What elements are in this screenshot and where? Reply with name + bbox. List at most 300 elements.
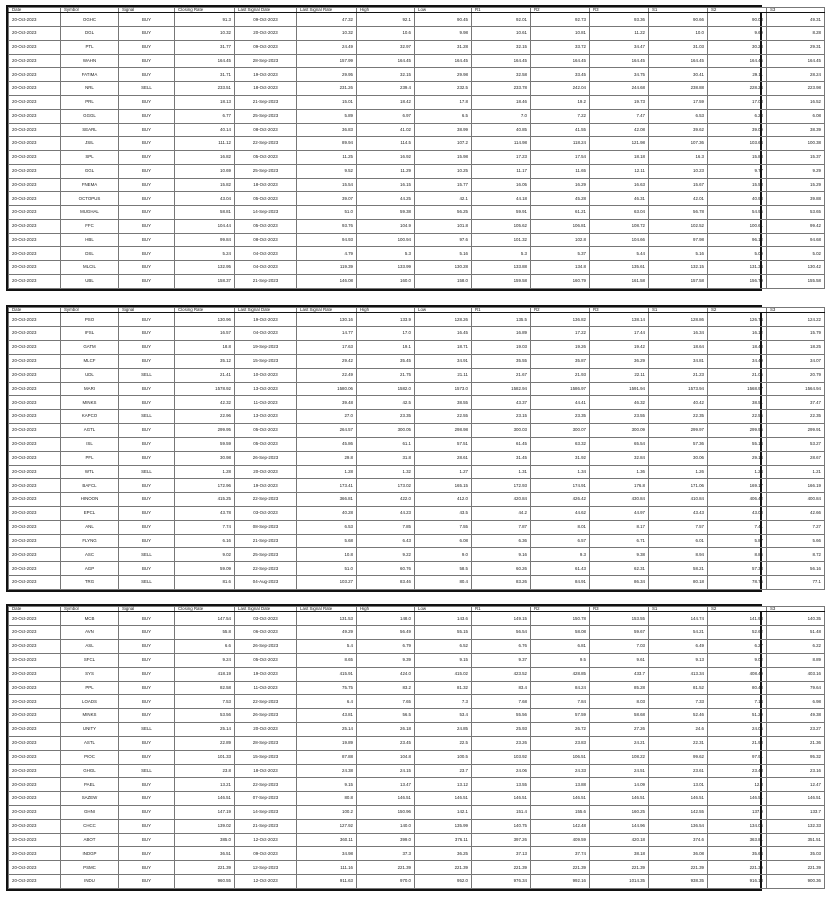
cell-signal: BUY [119,681,175,695]
cell-high: 19.1 [357,341,415,355]
cell-date: 20-Oct-2023 [9,479,61,493]
cell-date: 20-Oct-2023 [9,562,61,576]
cell-s2: 17.08 [708,96,767,110]
cell-r1: 159.58 [472,274,531,288]
column-header-symbol: Symbol [61,308,119,313]
cell-last-signal-date: 25-Sep-2023 [235,109,297,123]
cell-s3: 56.16 [767,562,825,576]
cell-r1: 16.05 [472,178,531,192]
cell-r1: 105.62 [472,219,531,233]
table-row [9,123,825,137]
table-row [9,109,825,123]
cell-signal: BUY [119,861,175,875]
cell-signal: BUY [119,54,175,68]
cell-s3: 39.88 [767,192,825,206]
cell-last-signal-rate: 157.99 [297,54,357,68]
cell-closing-rate: 31.77 [175,40,235,54]
cell-signal: SELL [119,410,175,424]
cell-low: 100.5 [415,750,472,764]
cell-low: 34.91 [415,354,472,368]
cell-s1: 23.61 [649,764,708,778]
cell-closing-rate: 104.44 [175,219,235,233]
cell-s1: 132.15 [649,261,708,275]
table-row [9,507,825,521]
cell-closing-rate: 25.14 [175,723,235,737]
cell-signal: BUY [119,13,175,27]
cell-closing-rate: 23.8 [175,764,235,778]
cell-low: 164.45 [415,54,472,68]
cell-s1: 146.51 [649,792,708,806]
cell-closing-rate: 55.8 [175,626,235,640]
cell-closing-rate: 91.3 [175,13,235,27]
cell-last-signal-rate: 17.63 [297,341,357,355]
cell-last-signal-date: 04-Aug-2023 [235,576,297,590]
cell-signal: BUY [119,736,175,750]
cell-last-signal-rate: 1.28 [297,465,357,479]
cell-closing-rate: 21.41 [175,368,235,382]
cell-signal: BUY [119,382,175,396]
cell-last-signal-date: 20-Oct-2023 [235,465,297,479]
cell-low: 90.45 [415,13,472,27]
signals-table [8,7,825,289]
cell-low: 221.39 [415,861,472,875]
column-header-s3: S3 [767,308,825,313]
table-row [9,723,825,737]
cell-date: 20-Oct-2023 [9,465,61,479]
cell-s2: 141.98 [708,612,767,626]
cell-last-signal-date: 09-Oct-2023 [235,847,297,861]
cell-s2: 169.17 [708,479,767,493]
cell-symbol: OGHC [61,13,119,27]
cell-signal: BUY [119,137,175,151]
cell-r1: 1.31 [472,465,531,479]
cell-symbol: MUGHAL [61,206,119,220]
cell-last-signal-date: 18-Oct-2023 [235,82,297,96]
cell-symbol: UDL [61,368,119,382]
cell-high: 100.94 [357,233,415,247]
cell-symbol: NRL [61,82,119,96]
table-row [9,806,825,820]
cell-date: 20-Oct-2023 [9,612,61,626]
cell-s3: 23.16 [767,764,825,778]
cell-s2: 15.88 [708,151,767,165]
cell-s1: 81.52 [649,681,708,695]
cell-s2: 39.09 [708,123,767,137]
cell-symbol: PIOC [61,750,119,764]
cell-symbol: MARI [61,382,119,396]
column-header-r2: R2 [531,8,590,13]
column-header-r1: R1 [472,607,531,612]
cell-s1: 171.06 [649,479,708,493]
cell-r3: 160.25 [590,806,649,820]
cell-signal: SELL [119,576,175,590]
cell-symbol: SEARL [61,123,119,137]
cell-high: 150.96 [357,806,415,820]
cell-symbol: PFL [61,451,119,465]
cell-r2: 146.51 [531,792,590,806]
cell-r3: 27.26 [590,723,649,737]
cell-r2: 84.91 [531,576,590,590]
cell-s3: 99.42 [767,219,825,233]
cell-high: 146.51 [357,792,415,806]
cell-s3: 20.79 [767,368,825,382]
cell-last-signal-date: 05-Oct-2023 [235,151,297,165]
cell-s3: 7.27 [767,520,825,534]
cell-high: 23.45 [357,736,415,750]
cell-r3: 108.22 [590,750,649,764]
cell-s1: 157.58 [649,274,708,288]
cell-closing-rate: 10.32 [175,27,235,41]
cell-symbol: MLCF [61,354,119,368]
cell-r1: 149.15 [472,612,531,626]
cell-high: 13.47 [357,778,415,792]
cell-signal: BUY [119,341,175,355]
cell-low: 415.02 [415,667,472,681]
cell-last-signal-date: 14-Sep-2023 [235,806,297,820]
cell-date: 20-Oct-2023 [9,313,61,327]
table-row [9,206,825,220]
cell-s2: 57.33 [708,562,767,576]
cell-signal: BUY [119,833,175,847]
cell-r1: 135.5 [472,313,531,327]
cell-r3: 144.96 [590,819,649,833]
cell-r2: 19.26 [531,341,590,355]
cell-closing-rate: 22.96 [175,410,235,424]
cell-s2: 35.64 [708,847,767,861]
cell-last-signal-date: 05-Oct-2023 [235,653,297,667]
cell-signal: BUY [119,819,175,833]
column-header-r3: R3 [590,8,649,13]
cell-r3: 93.36 [590,13,649,27]
cell-low: 38.99 [415,123,472,137]
cell-s2: 23.43 [708,764,767,778]
cell-last-signal-rate: 94.93 [297,233,357,247]
cell-signal: BUY [119,562,175,576]
cell-signal: BUY [119,875,175,889]
cell-s1: 90.66 [649,13,708,27]
cell-r2: 5.37 [531,247,590,261]
column-header-date: Date [9,8,61,13]
cell-r1: 32.58 [472,68,531,82]
cell-symbol: IFSL [61,327,119,341]
cell-r3: 7.47 [590,109,649,123]
cell-high: 9.22 [357,548,415,562]
cell-signal: BUY [119,778,175,792]
cell-symbol: GGGL [61,109,119,123]
cell-s2: 21.05 [708,368,767,382]
cell-last-signal-rate: 415.91 [297,667,357,681]
cell-last-signal-date: 21-Sep-2023 [235,534,297,548]
cell-s1: 102.52 [649,219,708,233]
cell-signal: BUY [119,247,175,261]
column-header-last-signal-date: Last Signal Date [235,308,297,313]
cell-signal: BUY [119,354,175,368]
cell-low: 6.5 [415,109,472,123]
cell-s3: 53.65 [767,206,825,220]
cell-r1: 21.67 [472,368,531,382]
column-header-r1: R1 [472,8,531,13]
cell-r3: 16.63 [590,178,649,192]
column-header-closing-rate: Closing Rate [175,8,235,13]
cell-s3: 51.48 [767,626,825,640]
table-row [9,562,825,576]
cell-r2: 426.42 [531,493,590,507]
cell-date: 20-Oct-2023 [9,40,61,54]
cell-last-signal-rate: 22.49 [297,368,357,382]
cell-date: 20-Oct-2023 [9,424,61,438]
cell-signal: BUY [119,640,175,654]
cell-r3: 1591.94 [590,382,649,396]
cell-s2: 131.34 [708,261,767,275]
cell-r3: 19.42 [590,341,649,355]
cell-low: 55.15 [415,626,472,640]
cell-symbol: FATIMA [61,68,119,82]
cell-s2: 221.39 [708,861,767,875]
signals-table [8,307,825,590]
cell-last-signal-rate: 29.42 [297,354,357,368]
cell-last-signal-date: 08-Oct-2023 [235,233,297,247]
column-header-low: Low [415,308,472,313]
cell-last-signal-date: 11-Oct-2023 [235,396,297,410]
cell-r3: 7.03 [590,640,649,654]
cell-symbol: ABOT [61,833,119,847]
cell-last-signal-rate: 5.4 [297,640,357,654]
cell-s2: 52.62 [708,626,767,640]
cell-low: 165.15 [415,479,472,493]
cell-r3: 221.39 [590,861,649,875]
cell-high: 92.1 [357,13,415,27]
cell-r2: 106.51 [531,750,590,764]
column-header-s1: S1 [649,8,708,13]
cell-s3: 124.22 [767,313,825,327]
cell-closing-rate: 415.25 [175,493,235,507]
cell-s3: 12.47 [767,778,825,792]
cell-low: 38.55 [415,396,472,410]
cell-high: 173.02 [357,479,415,493]
cell-r1: 397.26 [472,833,531,847]
cell-low: 17.8 [415,96,472,110]
cell-high: 26.18 [357,723,415,737]
cell-date: 20-Oct-2023 [9,178,61,192]
cell-r3: 146.51 [590,792,649,806]
cell-last-signal-date: 22-Sep-2023 [235,493,297,507]
cell-s1: 80.18 [649,576,708,590]
cell-s2: 228.24 [708,82,767,96]
cell-s3: 34.07 [767,354,825,368]
cell-last-signal-rate: 93.76 [297,219,357,233]
cell-symbol: MCB [61,612,119,626]
cell-low: 56.25 [415,206,472,220]
cell-signal: BUY [119,437,175,451]
cell-s1: 144.74 [649,612,708,626]
cell-last-signal-rate: 264.57 [297,424,357,438]
cell-r3: 104.66 [590,233,649,247]
cell-last-signal-rate: 49.29 [297,626,357,640]
cell-s3: 9.29 [767,164,825,178]
cell-date: 20-Oct-2023 [9,96,61,110]
cell-symbol: CHCC [61,819,119,833]
cell-s3: 1564.94 [767,382,825,396]
cell-s2: 164.45 [708,54,767,68]
cell-s3: 133.7 [767,806,825,820]
cell-r1: 6.76 [472,640,531,654]
cell-last-signal-rate: 15.54 [297,178,357,192]
cell-r2: 31.92 [531,451,590,465]
cell-low: 18.71 [415,341,472,355]
cell-date: 20-Oct-2023 [9,27,61,41]
cell-s3: 146.51 [767,792,825,806]
cell-last-signal-rate: 1580.06 [297,382,357,396]
column-header-last-signal-rate: Last Signal Rate [297,8,357,13]
column-header-r3: R3 [590,308,649,313]
cell-s2: 126.74 [708,313,767,327]
cell-symbol: OCTOPUS [61,192,119,206]
cell-r2: 63.32 [531,437,590,451]
cell-date: 20-Oct-2023 [9,396,61,410]
cell-r1: 976.34 [472,875,531,889]
cell-r3: 36.29 [590,354,649,368]
cell-closing-rate: 35.12 [175,354,235,368]
cell-r3: 1.36 [590,465,649,479]
cell-last-signal-rate: 47.32 [297,13,357,27]
cell-last-signal-date: 15-Sep-2023 [235,354,297,368]
cell-s1: 22.35 [649,410,708,424]
cell-r2: 45.28 [531,192,590,206]
cell-r1: 423.52 [472,667,531,681]
cell-signal: BUY [119,396,175,410]
cell-high: 1.32 [357,465,415,479]
cell-s3: 8.72 [767,548,825,562]
cell-s2: 134.06 [708,819,767,833]
cell-symbol: BAFCL [61,479,119,493]
table-row [9,54,825,68]
cell-s1: 299.97 [649,424,708,438]
cell-s1: 34.81 [649,354,708,368]
cell-symbol: PTL [61,40,119,54]
cell-last-signal-date: 18-Oct-2023 [235,178,297,192]
cell-r3: 24.51 [590,764,649,778]
cell-s3: 94.68 [767,233,825,247]
cell-date: 20-Oct-2023 [9,847,61,861]
cell-r2: 10.81 [531,27,590,41]
cell-last-signal-date: 04-Oct-2023 [235,247,297,261]
cell-s2: 6.27 [708,640,767,654]
cell-date: 20-Oct-2023 [9,327,61,341]
cell-s3: 15.37 [767,151,825,165]
table-row [9,68,825,82]
cell-r3: 176.8 [590,479,649,493]
cell-r1: 56.54 [472,626,531,640]
cell-signal: BUY [119,233,175,247]
cell-s3: 221.39 [767,861,825,875]
cell-r3: 138.14 [590,313,649,327]
cell-high: 21.75 [357,368,415,382]
cell-s3: 6.22 [767,640,825,654]
cell-high: 104.9 [357,219,415,233]
cell-r1: 55.56 [472,709,531,723]
cell-s3: 155.58 [767,274,825,288]
cell-closing-rate: 10.69 [175,164,235,178]
cell-last-signal-rate: 15.01 [297,96,357,110]
cell-r3: 9.38 [590,548,649,562]
cell-signal: SELL [119,548,175,562]
cell-r3: 6.71 [590,534,649,548]
cell-r2: 16.29 [531,178,590,192]
cell-last-signal-date: 05-Oct-2023 [235,437,297,451]
cell-r2: 1.34 [531,465,590,479]
cell-s2: 5.87 [708,534,767,548]
table-row [9,792,825,806]
cell-s1: 57.36 [649,437,708,451]
cell-last-signal-rate: 131.53 [297,612,357,626]
cell-high: 133.9 [357,313,415,327]
cell-s1: 22.31 [649,736,708,750]
cell-low: 135.99 [415,819,472,833]
cell-s1: 164.45 [649,54,708,68]
column-header-symbol: Symbol [61,607,119,612]
cell-s1: 142.55 [649,806,708,820]
cell-signal: BUY [119,313,175,327]
cell-symbol: TRG [61,576,119,590]
cell-r3: 32.84 [590,451,649,465]
cell-r1: 221.39 [472,861,531,875]
table-row [9,833,825,847]
cell-r2: 6.57 [531,534,590,548]
cell-r1: 114.98 [472,137,531,151]
cell-signal: SELL [119,723,175,737]
cell-signal: BUY [119,219,175,233]
cell-symbol: UBL [61,274,119,288]
cell-s3: 8.28 [767,27,825,41]
cell-closing-rate: 147.19 [175,806,235,820]
cell-closing-rate: 111.12 [175,137,235,151]
cell-low: 15.98 [415,151,472,165]
cell-r3: 17.44 [590,327,649,341]
cell-s3: 900.36 [767,875,825,889]
cell-last-signal-date: 26-Sep-2023 [235,640,297,654]
cell-low: 21.11 [415,368,472,382]
cell-s1: 36.08 [649,847,708,861]
cell-s1: 39.62 [649,123,708,137]
table-row [9,520,825,534]
cell-symbol: ANL [61,520,119,534]
cell-closing-rate: 15.82 [175,178,235,192]
cell-r3: 14.09 [590,778,649,792]
cell-last-signal-date: 25-Sep-2023 [235,164,297,178]
column-header-last-signal-date: Last Signal Date [235,8,297,13]
cell-closing-rate: 99.84 [175,233,235,247]
table-row [9,465,825,479]
cell-low: 58.5 [415,562,472,576]
cell-signal: BUY [119,479,175,493]
cell-low: 952.0 [415,875,472,889]
cell-s2: 40.98 [708,192,767,206]
table-row [9,341,825,355]
table-row [9,137,825,151]
table-row [9,667,825,681]
cell-s2: 90.03 [708,13,767,27]
cell-symbol: PAEL [61,778,119,792]
cell-date: 20-Oct-2023 [9,861,61,875]
cell-s1: 1573.94 [649,382,708,396]
cell-last-signal-rate: 10.8 [297,548,357,562]
table-row [9,875,825,889]
cell-closing-rate: 36.51 [175,847,235,861]
cell-signal: BUY [119,451,175,465]
cell-r2: 9.5 [531,653,590,667]
cell-r3: 46.32 [590,396,649,410]
cell-s2: 22.55 [708,410,767,424]
